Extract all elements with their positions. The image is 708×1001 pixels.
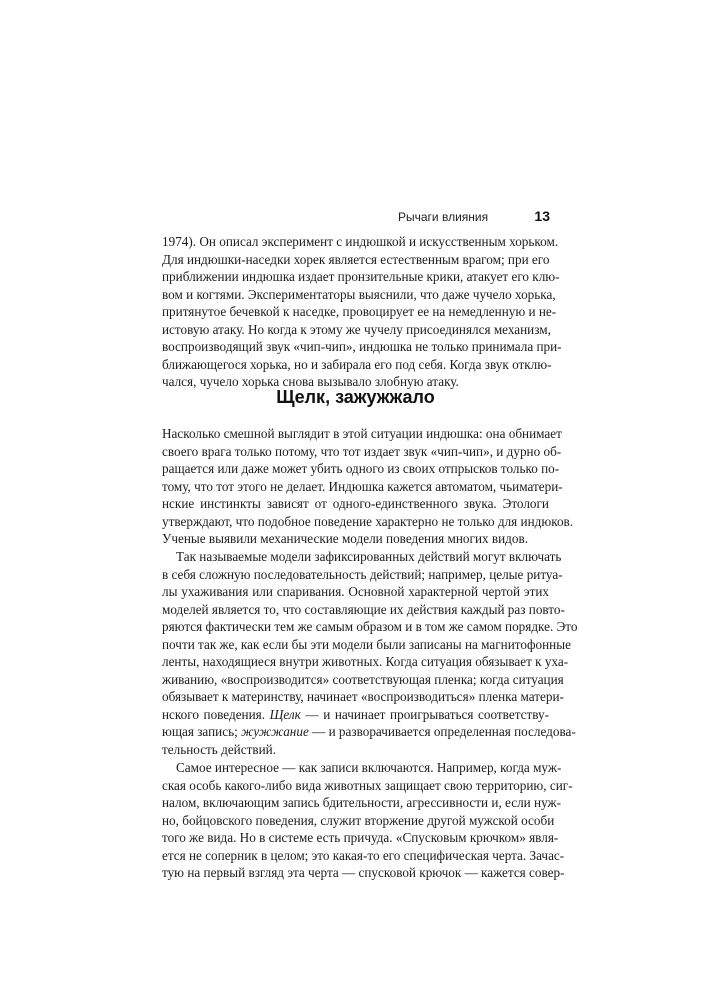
text-line: ближающегося хорька, но и забирала его под себя. Когда звук отклю- [162,356,552,372]
text-line: Так называемые модели зафиксированных действий могут включать [176,549,562,564]
text-line: приближении индюшка издает пронзительные крики, атакует его клю- [162,269,560,285]
text-line: моделей является то, что составляющие их действия каждый раз повто- [162,601,565,617]
text-line: Насколько смешной выглядит в этой ситуации индюшка: она обнимает [162,426,562,441]
running-head [398,208,550,224]
text-line: живанию, «воспроизводится» соответствующая пленка; когда ситуация [162,671,564,687]
text-line: ращается или даже может убить одного из своих отпрысков только по- [162,461,560,477]
text-line: ская особь какого-либо вида животных защищает свою территорию, сиг- [162,777,573,793]
text-line: лы ухаживания или спаривания. Основной характерной чертой этих [162,584,549,600]
running-title: Рычаги влияния [398,210,489,224]
text-line: ленты, находящиеся внутри животных. Когда ситуация обязывает к уха- [162,654,569,670]
text-line: нские инстинкты зависят от одного-единственного звука. Этологи [162,496,549,512]
text-line: притянутое бечевкой к наседке, провоцирует ее на немедленную и не- [162,304,557,320]
text-segment: — и разворачивается определенная последова- [308,724,576,740]
page-number: 13 [534,208,550,224]
text-line: тельность действий. [162,742,276,758]
text-line: в себя сложную последовательность действий; например, целые ритуа- [162,566,563,582]
text-line: того же вида. Но в системе есть причуда. «Спусковым крючком» явля- [162,830,559,846]
text-segment: ющая запись; [162,724,238,740]
text-line: тому, что тот этого не делает. Индюшка кажется автоматом, чьиматери- [162,478,563,494]
text-segment: — и начинает проигрываться соответству- [300,706,549,722]
text-line: ется не соперник в целом; это какая-то его специфическая черта. Зачас- [162,847,565,863]
text-line: воспроизводящий звук «чип-чип», индюшка не только принимала при- [162,339,562,355]
text-line: чался, чучело хорька снова вызывало злобную атаку. [162,374,459,390]
text-line: вом и когтями. Экспериментаторы выяснили, что даже чучело хорька, [162,286,556,302]
text-line: обязывает к материнству, начинает «воспроизводиться» пленка матери- [162,689,564,705]
paragraph [162,548,578,759]
italic-term: Щелк [269,706,301,722]
text-line: но, бойцовского поведения, служит вторжение другой мужской особи [162,812,555,828]
paragraph-continuation [162,233,562,391]
text-line: 1974). Он описал эксперимент с индюшкой и искусственным хорьком. [162,234,559,249]
paragraph [162,425,574,548]
text-line: истовую атаку. Но когда к этому же чучелу присоединялся механизм, [162,321,551,337]
text-line: Самое интересное — как записи включаются. Например, когда муж- [176,760,562,775]
text-segment: нского поведения. [162,706,266,722]
text-line: своего врага только потому, что тот издает звук «чип-чип», и дурно об- [162,443,562,459]
text-line: почти так же, как если бы эти модели были записаны на магнитофонные [162,636,571,652]
text-line: утверждают, что подобное поведение характерно не только для индюков. [162,513,574,529]
text-line: Ученые выявили механические модели поведения многих видов. [162,531,528,547]
text-line: Для индюшки-наседки хорек является естественным врагом; при его [162,251,550,267]
text-line: тую на первый взгляд эта черта — спусковой крючок — кажется совер- [162,865,565,881]
paragraph [162,759,573,882]
text-line [162,723,576,741]
section-heading: Щелк, зажужжало [276,387,435,407]
text-line [162,706,549,724]
italic-term: жужжание [241,724,309,740]
text-line: ряются фактически тем же самым образом и в том же самом порядке. Это [162,619,578,635]
text-line: налом, включающим запись бдительности, агрессивности и, если нуж- [162,795,561,811]
